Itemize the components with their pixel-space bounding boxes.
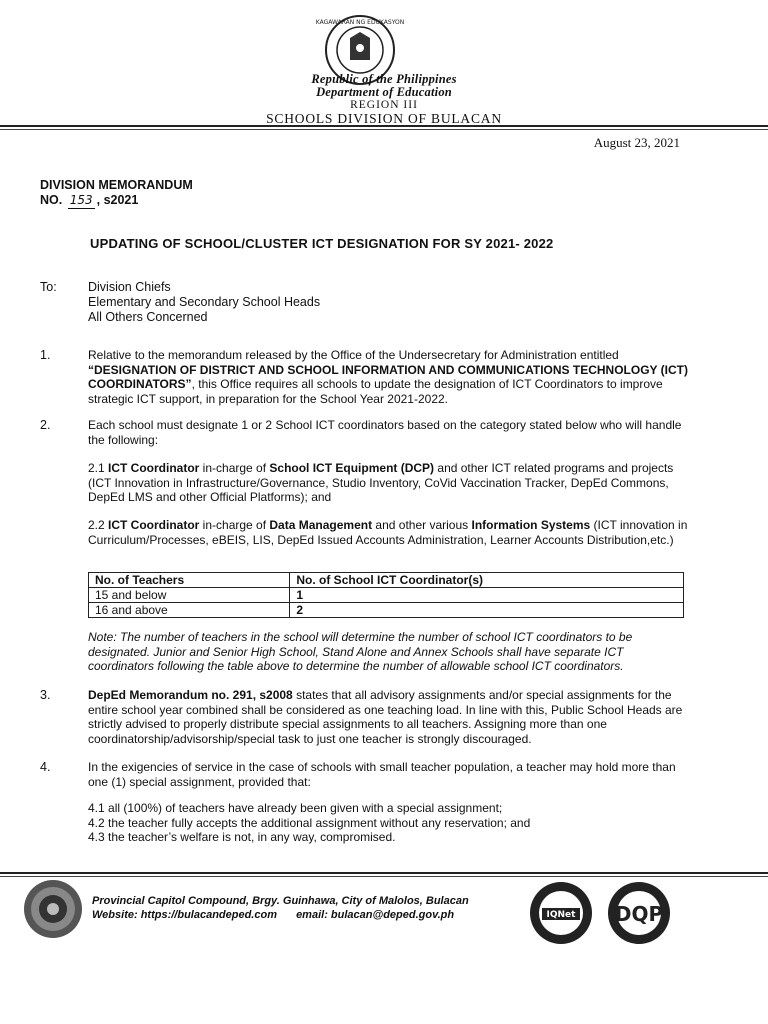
memo-no-prefix: NO. xyxy=(40,193,63,207)
table-header-coordinators: No. of School ICT Coordinator(s) xyxy=(290,573,684,588)
item-number-3: 3. xyxy=(40,688,51,702)
p21-rest: and other ICT related programs and projects (ICT Innovation in Infrastructure/Governance, Studio Inventory, CoVid Vaccination Tracker, DepEd Commons, DepEd LMS and other Official Platforms); and xyxy=(88,461,674,504)
memo-label: DIVISION MEMORANDUM xyxy=(40,178,193,192)
memo-title: UPDATING OF SCHOOL/CLUSTER ICT DESIGNATION FOR SY 2021- 2022 xyxy=(90,236,554,251)
paragraph-1-body: , this Office requires all schools to update the designation of ICT Coordinators to improve strategic ICT support, in preparation for the School Year 2021-2022. xyxy=(88,377,663,406)
p22-mid-1: in-charge of xyxy=(199,518,270,532)
p22-bold-3: Information Systems xyxy=(471,518,591,532)
p21-bold-2: School ICT Equipment (DCP) xyxy=(269,461,435,475)
table-row xyxy=(89,588,684,603)
table-cell: 1 xyxy=(290,588,684,603)
region-heading: REGION III xyxy=(350,99,418,111)
recipients-list xyxy=(88,280,320,325)
table-row xyxy=(89,603,684,618)
footer-address: Provincial Capitol Compound, Brgy. Guinhawa, City of Malolos, Bulacan xyxy=(92,895,469,907)
paragraph-2-2 xyxy=(88,518,688,547)
p3-bold: DepEd Memorandum no. 291, s2008 xyxy=(88,688,293,702)
header-divider xyxy=(0,125,768,127)
footer-email: email: bulacan@deped.gov.ph xyxy=(296,909,455,921)
header-divider-thin xyxy=(0,129,768,130)
seal-text: KAGAWARAN NG EDUKASYON xyxy=(315,19,405,26)
p3-rest: states that all advisory assignments and/or special assignments for the entire school year combined shall be considered as one teaching load. In line with this, Public School Heads are strictly advised to properly distribute special assignments to all teachers. Assigning more than one coordinatorship/advisorship/special task to just one teacher is strongly discouraged. xyxy=(88,688,683,746)
memo-number-block xyxy=(40,178,193,209)
table-cell: 15 and below xyxy=(89,588,290,603)
paragraph-1-intro: Relative to the memorandum released by the Office of the Undersecretary for Administration entitled xyxy=(88,348,619,362)
footer-divider xyxy=(0,872,768,874)
table-cell: 2 xyxy=(290,603,684,618)
footer-website: Website: https://bulacandeped.com xyxy=(92,909,277,921)
coordinator-table xyxy=(88,572,684,618)
p22-bold-1: ICT Coordinator xyxy=(108,518,200,532)
recipient-item: All Others Concerned xyxy=(88,310,208,324)
p22-prefix: 2.2 xyxy=(88,518,109,532)
footer-contact xyxy=(92,894,469,922)
conditions-list xyxy=(88,801,688,845)
item-number-4: 4. xyxy=(40,760,51,774)
p22-bold-2: Data Management xyxy=(269,518,373,532)
paragraph-2: Each school must designate 1 or 2 School ICT coordinators based on the category stated below who will handle the following: xyxy=(88,418,682,447)
paragraph-1-memo-title: “DESIGNATION OF DISTRICT AND SCHOOL INFORMATION AND COMMUNICATIONS TECHNOLOGY (ICT) COORDINATORS” xyxy=(88,362,688,391)
table-note: Note: The number of teachers in the school will determine the number of school ICT coordinators to be designated. Junior and Senior High School, Stand Alone and Annex Schools shall have separate ICT coordinators following the table above to determine the number of allowable school ICT coordinators. xyxy=(88,630,633,673)
condition-item: 4.1 all (100%) of teachers have already been given with a special assignment; xyxy=(88,801,503,815)
memo-number xyxy=(40,193,193,209)
paragraph-4: In the exigencies of service in the case of schools with small teacher population, a teacher may hold more than one (1) special assignment, provided that: xyxy=(88,760,676,789)
condition-item: 4.2 the teacher fully accepts the additional assignment without any reservation; and xyxy=(88,815,531,830)
paragraph-3 xyxy=(88,688,688,746)
item-number-2: 2. xyxy=(40,418,51,432)
p21-bold-1: ICT Coordinator xyxy=(108,461,200,475)
footer-links xyxy=(92,908,469,922)
item-number-1: 1. xyxy=(40,348,51,362)
recipient-item: Elementary and Secondary School Heads xyxy=(88,295,321,309)
footer-divider-thin xyxy=(0,876,768,877)
dqp-certification-logo xyxy=(606,880,672,946)
department-heading: Department of Education xyxy=(316,85,452,99)
table-header-row xyxy=(89,573,684,588)
dqp-logo-text: DQP xyxy=(614,902,664,926)
memo-no-handwritten: 153 xyxy=(69,193,93,207)
p22-rest: (ICT innovation in Curriculum/Processes, eBEIS, LIS, DepEd Issued Accounts Administration, Learner Accounts Distribution,etc.) xyxy=(88,518,688,547)
division-heading: SCHOOLS DIVISION OF BULACAN xyxy=(266,111,502,126)
table-header-teachers: No. of Teachers xyxy=(89,573,290,588)
paragraph-2-1 xyxy=(88,461,688,505)
memo-date: August 23, 2021 xyxy=(593,135,680,150)
iqnet-certification-logo xyxy=(528,880,594,946)
p21-prefix: 2.1 xyxy=(88,461,109,475)
p22-mid-2: and other various xyxy=(372,518,472,532)
iqnet-logo-text: IQNet xyxy=(546,910,576,920)
condition-item: 4.3 the teacher’s welfare is not, in any way, compromised. xyxy=(88,830,396,844)
to-label: To: xyxy=(40,280,57,294)
p21-mid-1: in-charge of xyxy=(199,461,270,475)
recipient-item: Division Chiefs xyxy=(88,280,171,294)
paragraph-1 xyxy=(88,348,688,406)
table-cell: 16 and above xyxy=(89,603,290,618)
memo-no-suffix: , s2021 xyxy=(96,193,139,207)
republic-heading: Republic of the Philippines xyxy=(311,72,457,86)
bulacan-division-seal-logo xyxy=(22,878,84,940)
